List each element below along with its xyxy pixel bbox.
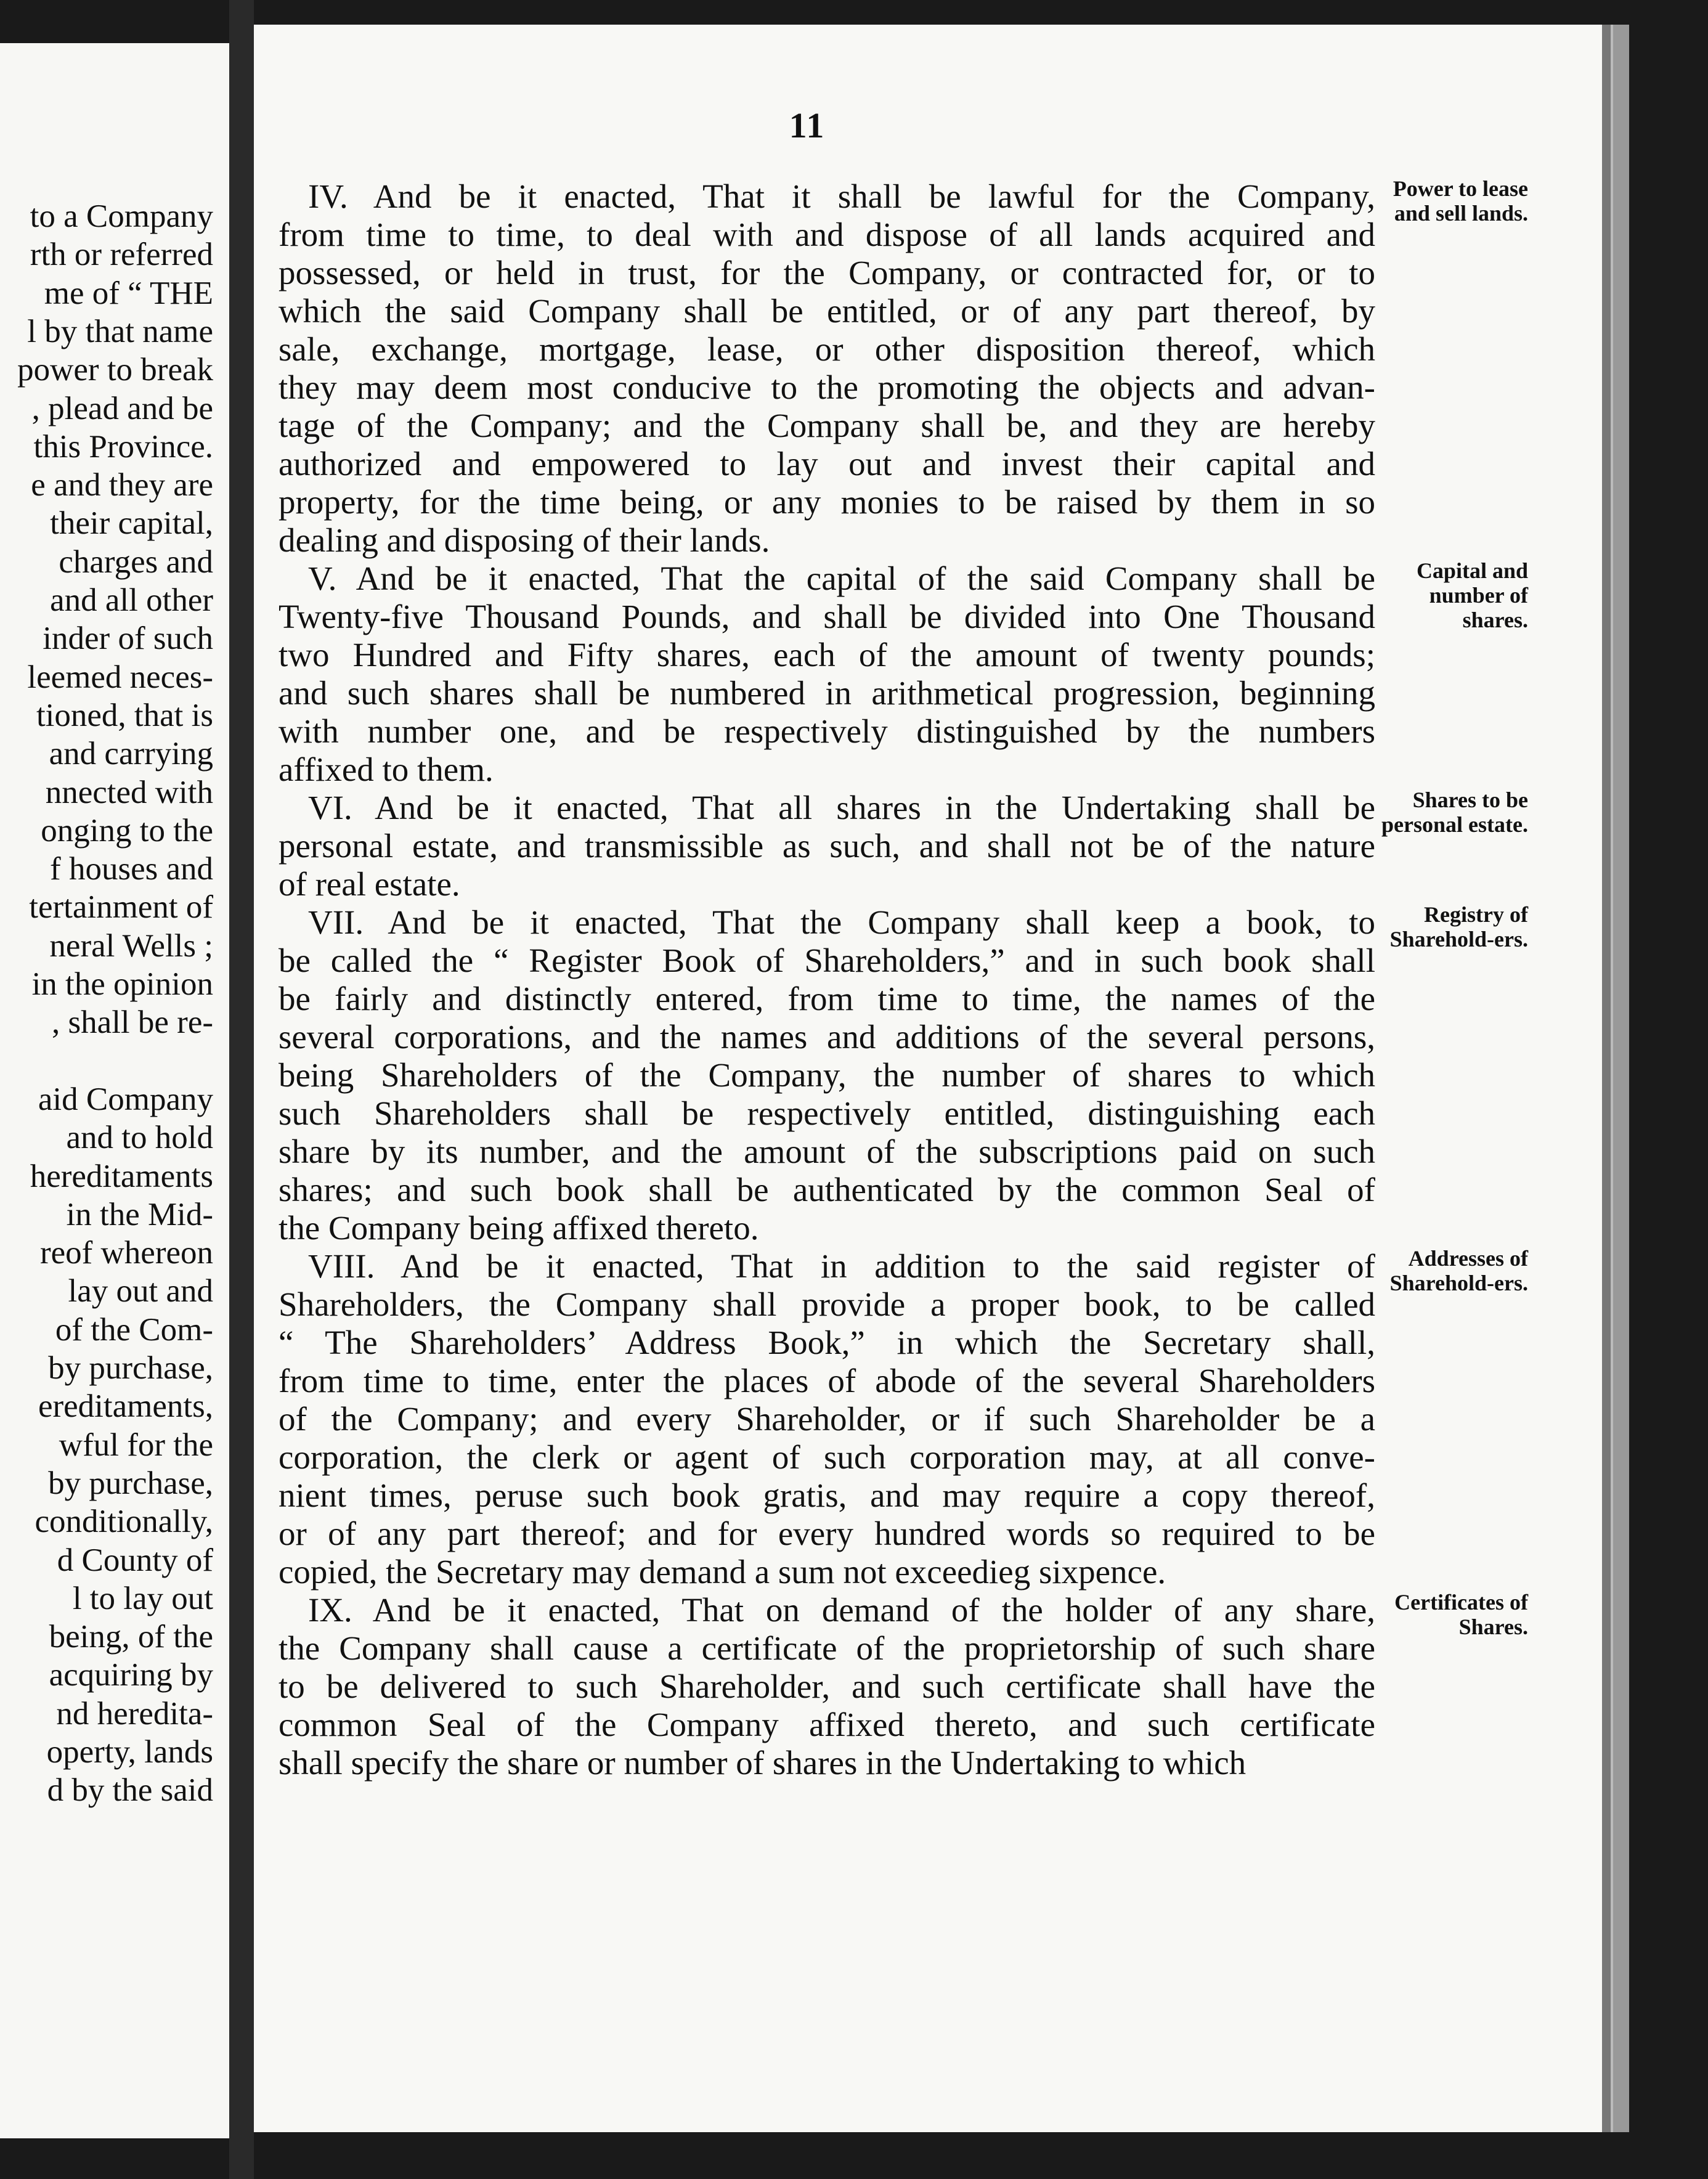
left-page-line: f houses and xyxy=(50,851,213,887)
section-line: shares; and such book shall be authenticated by the common Seal of xyxy=(279,1171,1375,1208)
left-page-line: their capital, xyxy=(50,505,213,542)
section-line: of real estate. xyxy=(279,865,460,903)
body-text xyxy=(279,177,1375,1782)
margin-note: Shares to be personal estate. xyxy=(1381,788,1528,837)
section-line: from time to time, to deal with and dispose of all lands acquired and xyxy=(279,216,1375,253)
left-page-line: tioned, that is xyxy=(36,697,213,733)
left-page-line: and all other xyxy=(50,582,213,618)
left-page-line: onging to the xyxy=(41,812,213,849)
section-line: shall specify the share or number of shares in the Undertaking to which xyxy=(279,1744,1246,1782)
left-page-line: , shall be re- xyxy=(52,1004,213,1041)
section-line: dealing and disposing of their lands. xyxy=(279,521,770,559)
left-page-line: power to break xyxy=(17,352,213,388)
left-page-line: wful for the xyxy=(59,1427,213,1463)
section-line: affixed to them. xyxy=(279,751,494,788)
left-page-line: rth or referred xyxy=(30,237,213,273)
section-line: VII. And be it enacted, That the Company shall keep a book, to xyxy=(308,903,1375,941)
left-page-line: nd heredita- xyxy=(56,1695,213,1732)
left-page-line: l by that name xyxy=(27,313,213,349)
section-paragraph xyxy=(279,560,1375,789)
left-page-line: inder of such xyxy=(43,621,213,657)
left-page-line: operty, lands xyxy=(46,1734,213,1770)
section-line: authorized and empowered to lay out and invest their capital and xyxy=(279,445,1375,483)
section-line: property, for the time being, or any monies to be raised by them in so xyxy=(279,483,1375,521)
section-line: which the said Company shall be entitled, or of any part thereof, by xyxy=(279,292,1375,330)
left-page-fragment xyxy=(0,43,229,2138)
left-page-line: e and they are xyxy=(31,467,213,503)
left-page-line: in the Mid- xyxy=(66,1196,213,1232)
section-line: from time to time, enter the places of abode of the several Shareholders xyxy=(279,1362,1375,1399)
section-line: the Company being affixed thereto. xyxy=(279,1209,759,1247)
left-page-line: leemed neces- xyxy=(27,659,213,695)
left-page-line: to a Company xyxy=(30,198,213,234)
section-paragraph xyxy=(279,1591,1375,1782)
section-line: common Seal of the Company affixed thereto, and such certificate xyxy=(279,1706,1375,1743)
section-line: they may deem most conducive to the promoting the objects and advan- xyxy=(279,369,1375,406)
margin-note: Power to lease and sell lands. xyxy=(1393,176,1528,226)
section-line: be called the “ Register Book of Shareholders,” and in such book shall xyxy=(279,942,1375,979)
page-number: 11 xyxy=(789,105,826,145)
section-line: personal estate, and transmissible as such, and shall not be of the nature xyxy=(279,827,1375,865)
section-line: nient times, peruse such book gratis, and may require a copy thereof, xyxy=(279,1476,1375,1514)
section-line: such Shareholders shall be respectively entitled, distinguishing each xyxy=(279,1094,1375,1132)
left-page-line: and to hold xyxy=(66,1120,213,1156)
left-page-line: d County of xyxy=(57,1542,213,1578)
left-page-line: charges and xyxy=(59,544,213,580)
section-line: IV. And be it enacted, That it shall be lawful for the Company, xyxy=(308,177,1375,215)
left-page-line: hereditaments xyxy=(30,1158,213,1194)
left-page-line: conditionally, xyxy=(35,1504,213,1540)
left-page-line: in the opinion xyxy=(31,966,213,1002)
section-paragraph xyxy=(279,903,1375,1247)
section-line: to be delivered to such Shareholder, and such certificate shall have the xyxy=(279,1668,1375,1705)
left-page-line: l to lay out xyxy=(72,1580,213,1616)
left-page-line: reof whereon xyxy=(39,1235,213,1271)
left-page-line: by purchase, xyxy=(48,1465,213,1501)
section-line: VIII. And be it enacted, That in addition to the said register of xyxy=(308,1247,1375,1285)
section-line: or of any part thereof; and for every hundred words so required to be xyxy=(279,1515,1375,1552)
left-page-line: ereditaments, xyxy=(38,1388,213,1425)
margin-note: Capital and number of shares. xyxy=(1416,558,1528,632)
section-line: “ The Shareholders’ Address Book,” in which the Secretary shall, xyxy=(279,1324,1375,1361)
section-line: with number one, and be respectively distinguished by the numbers xyxy=(279,712,1375,750)
left-page-line: d by the said xyxy=(47,1772,213,1809)
left-page-line: lay out and xyxy=(68,1273,213,1309)
section-line: two Hundred and Fifty shares, each of the amount of twenty pounds; xyxy=(279,636,1375,674)
left-page-line: being, of the xyxy=(49,1619,213,1655)
margin-note: Registry of Sharehold-ers. xyxy=(1389,902,1528,951)
section-line: share by its number, and the amount of the subscriptions paid on such xyxy=(279,1133,1375,1170)
section-line: tage of the Company; and the Company shall be, and they are hereby xyxy=(279,407,1375,444)
section-line: Shareholders, the Company shall provide a proper book, to be called xyxy=(279,1285,1375,1323)
section-paragraph xyxy=(279,789,1375,903)
left-page-line: neral Wells ; xyxy=(49,927,213,964)
section-line: being Shareholders of the Company, the number of shares to which xyxy=(279,1056,1375,1094)
section-line: V. And be it enacted, That the capital of the said Company shall be xyxy=(308,560,1375,597)
left-page-line: of the Com- xyxy=(55,1311,213,1348)
margin-note: Certificates of Shares. xyxy=(1394,1590,1528,1639)
left-page-line: acquiring by xyxy=(49,1657,213,1693)
section-line: Twenty-five Thousand Pounds, and shall be divided into One Thousand xyxy=(279,598,1375,635)
section-line: sale, exchange, mortgage, lease, or other disposition thereof, which xyxy=(279,330,1375,368)
section-line: IX. And be it enacted, That on demand of the holder of any share, xyxy=(308,1591,1375,1629)
section-line: possessed, or held in trust, for the Company, or contracted for, or to xyxy=(279,254,1375,291)
left-page-line: tertainment of xyxy=(29,889,213,926)
left-page-line: and carrying xyxy=(49,736,213,772)
page-edge xyxy=(1613,25,1629,2132)
left-page-line: nnected with xyxy=(45,774,213,810)
section-line: VI. And be it enacted, That all shares in the Undertaking shall be xyxy=(308,789,1375,826)
section-line: be fairly and distinctly entered, from time to time, the names of the xyxy=(279,980,1375,1017)
margin-note: Addresses of Sharehold-ers. xyxy=(1389,1246,1528,1295)
left-page-line: this Province. xyxy=(33,428,213,465)
left-page-line: by purchase, xyxy=(48,1350,213,1386)
section-line: and such shares shall be numbered in arithmetical progression, beginning xyxy=(279,674,1375,712)
section-line: corporation, the clerk or agent of such corporation may, at all conve- xyxy=(279,1438,1375,1476)
section-line: copied, the Secretary may demand a sum not exceedieg sixpence. xyxy=(279,1553,1166,1590)
left-page-line: me of “ THE xyxy=(44,275,213,311)
section-paragraph xyxy=(279,1247,1375,1591)
book-gutter xyxy=(229,0,254,2179)
section-line: the Company shall cause a certificate of the proprietorship of such share xyxy=(279,1629,1375,1667)
left-page-line: aid Company xyxy=(38,1081,213,1117)
section-line: several corporations, and the names and additions of the several persons, xyxy=(279,1018,1375,1056)
section-paragraph xyxy=(279,177,1375,560)
section-line: of the Company; and every Shareholder, or if such Shareholder be a xyxy=(279,1400,1375,1438)
left-page-line: , plead and be xyxy=(31,390,213,426)
